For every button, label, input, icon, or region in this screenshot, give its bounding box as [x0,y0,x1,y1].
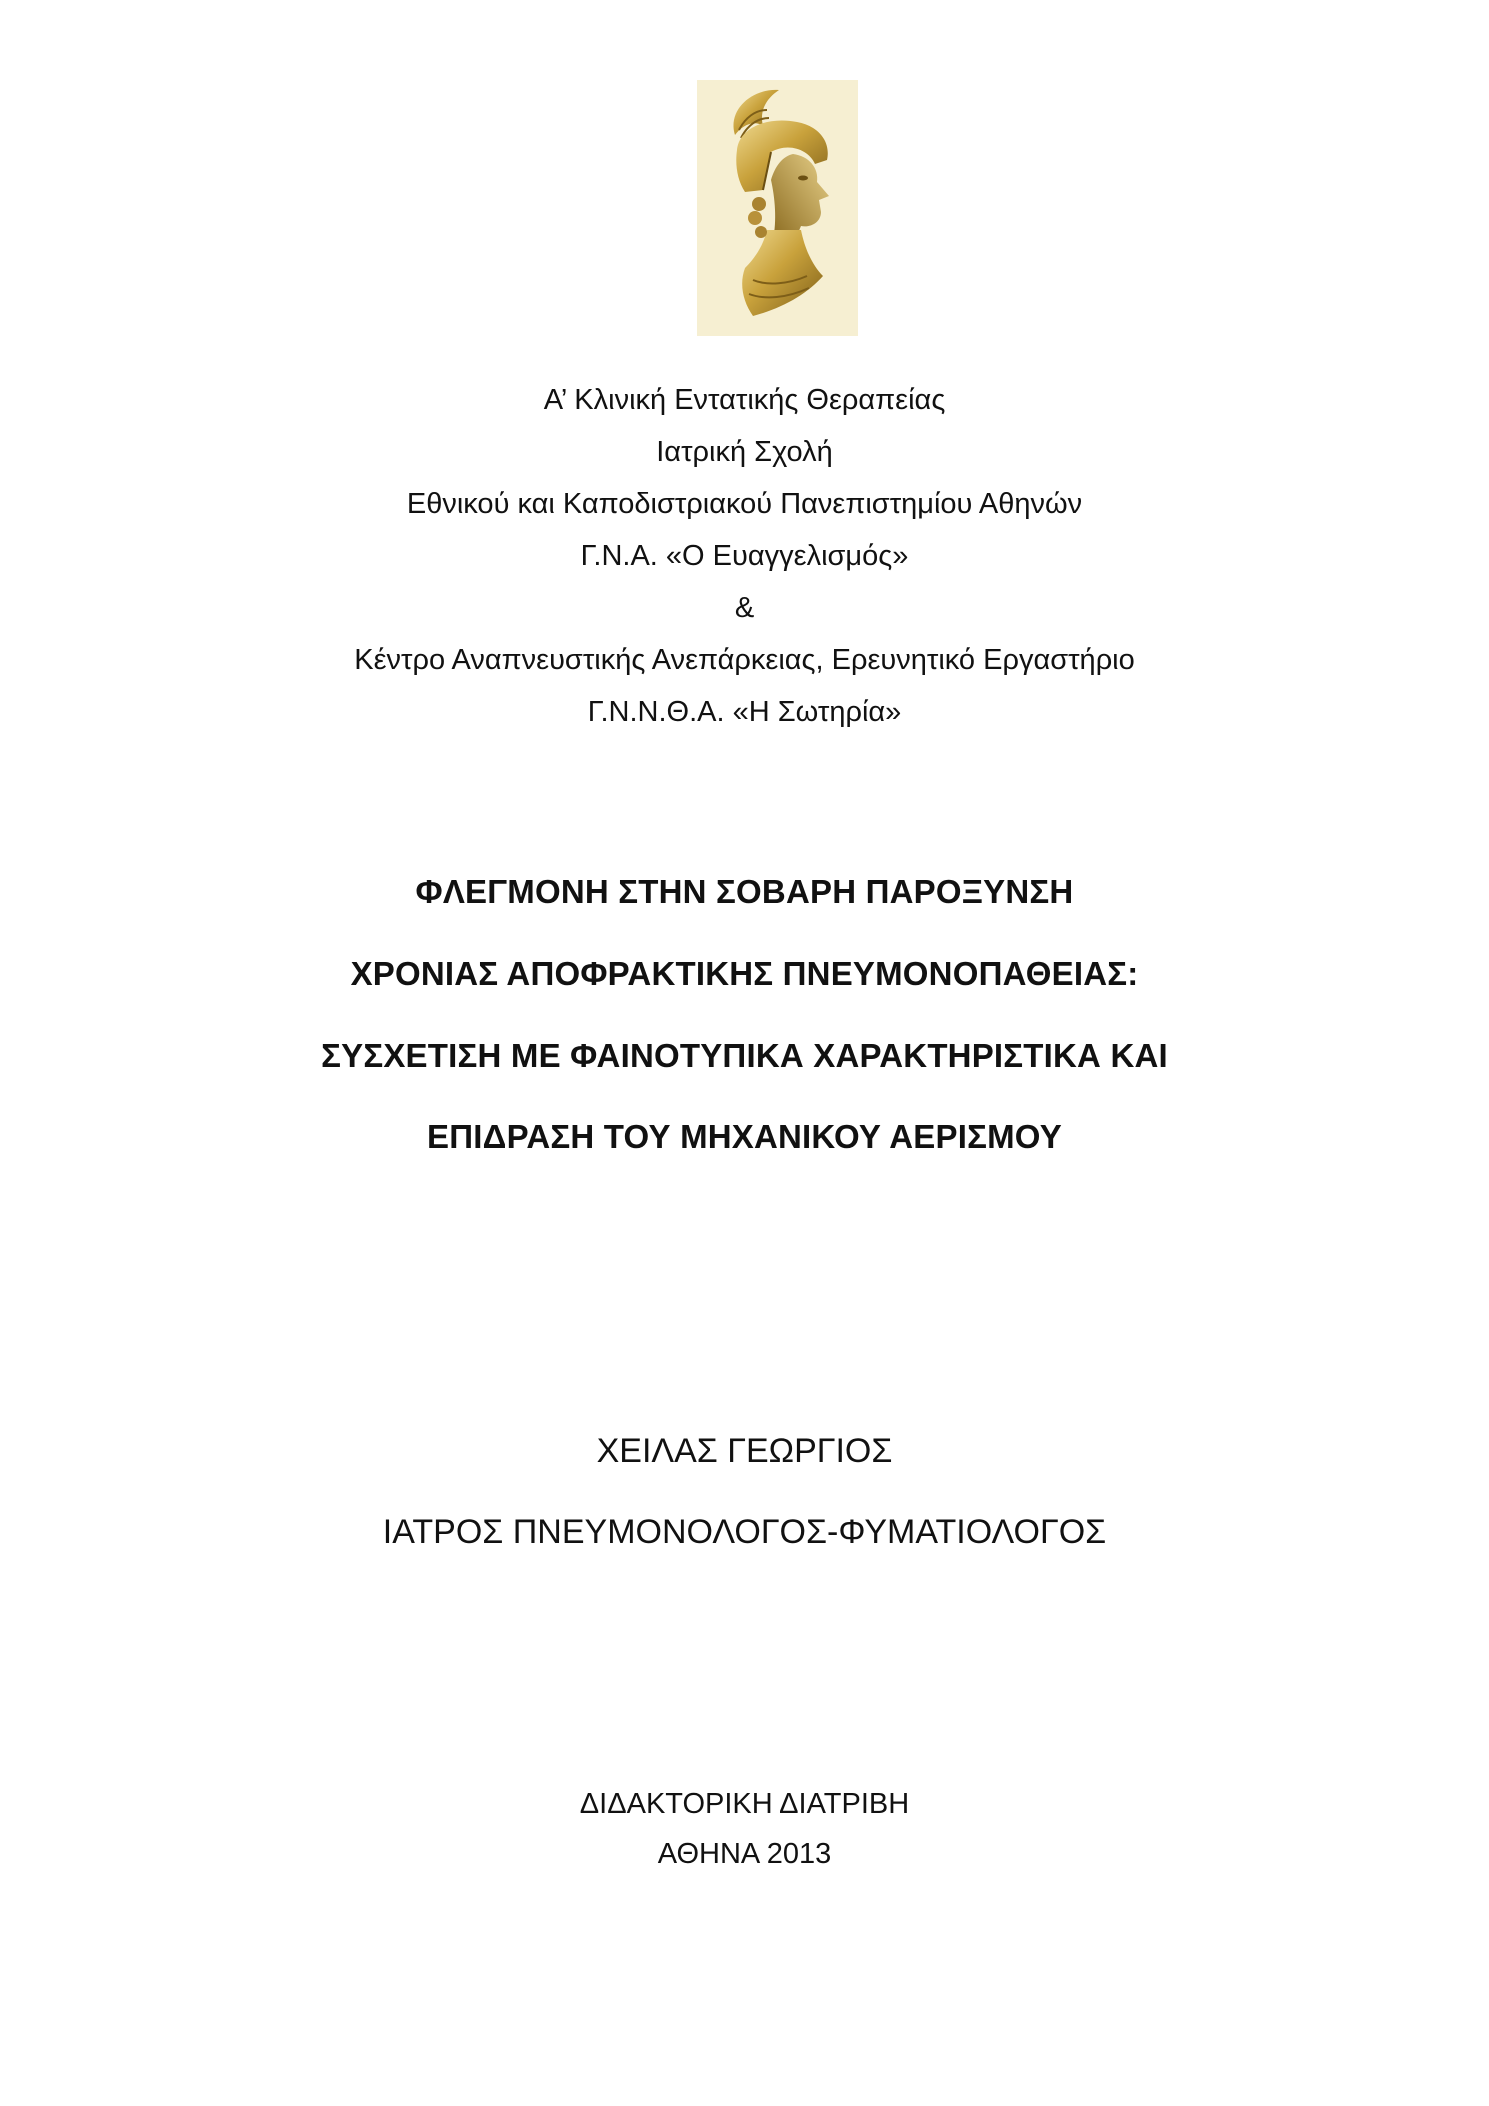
institution-school: Ιατρική Σχολή [656,436,833,468]
institution-ampersand: & [734,592,755,624]
thesis-title-line-2: ΧΡΟΝΙΑΣ ΑΠΟΦΡΑΚΤΙΚΗΣ ΠΝΕΥΜΟΝΟΠΑΘΕΙΑΣ: [350,955,1139,992]
author-name: ΧΕΙΛΑΣ ΓΕΩΡΓΙΟΣ [596,1432,893,1470]
institution-hospital-sotiria: Γ.Ν.Ν.Θ.Α. «Η Σωτηρία» [587,696,902,728]
thesis-title-line-1: ΦΛΕΓΜΟΝΗ ΣΤΗΝ ΣΟΒΑΡΗ ΠΑΡΟΞΥΝΣΗ [415,873,1074,910]
institution-hospital-evangelismos: Γ.Ν.Α. «Ο Ευαγγελισμός» [580,540,909,572]
thesis-title-line-4: ΕΠΙΔΡΑΣΗ ΤΟΥ ΜΗΧΑΝΙΚΟΥ ΑΕΡΙΣΜΟΥ [427,1118,1062,1155]
author-specialty: ΙΑΤΡΟΣ ΠΝΕΥΜΟΝΟΛΟΓΟΣ-ΦΥΜΑΤΙΟΛΟΓΟΣ [382,1513,1107,1551]
institution-research-center: Κέντρο Αναπνευστικής Ανεπάρκειας, Ερευνητικό Εργαστήριο [354,644,1135,676]
thesis-title-line-3: ΣΥΣΧΕΤΙΣΗ ΜΕ ΦΑΙΝΟΤΥΠΙΚΑ ΧΑΡΑΚΤΗΡΙΣΤΙΚΑ ΚΑΙ [321,1037,1168,1074]
place-year: ΑΘΗΝΑ 2013 [657,1838,832,1870]
athena-helmet-emblem-icon [697,80,858,336]
document-type: ΔΙΔΑΚΤΟΡΙΚΗ ΔΙΑΤΡΙΒΗ [579,1788,910,1820]
institution-clinic: Α’ Κλινική Εντατικής Θεραπείας [543,384,946,416]
institution-university: Εθνικού και Καποδιστριακού Πανεπιστημίου Αθηνών [406,488,1083,520]
